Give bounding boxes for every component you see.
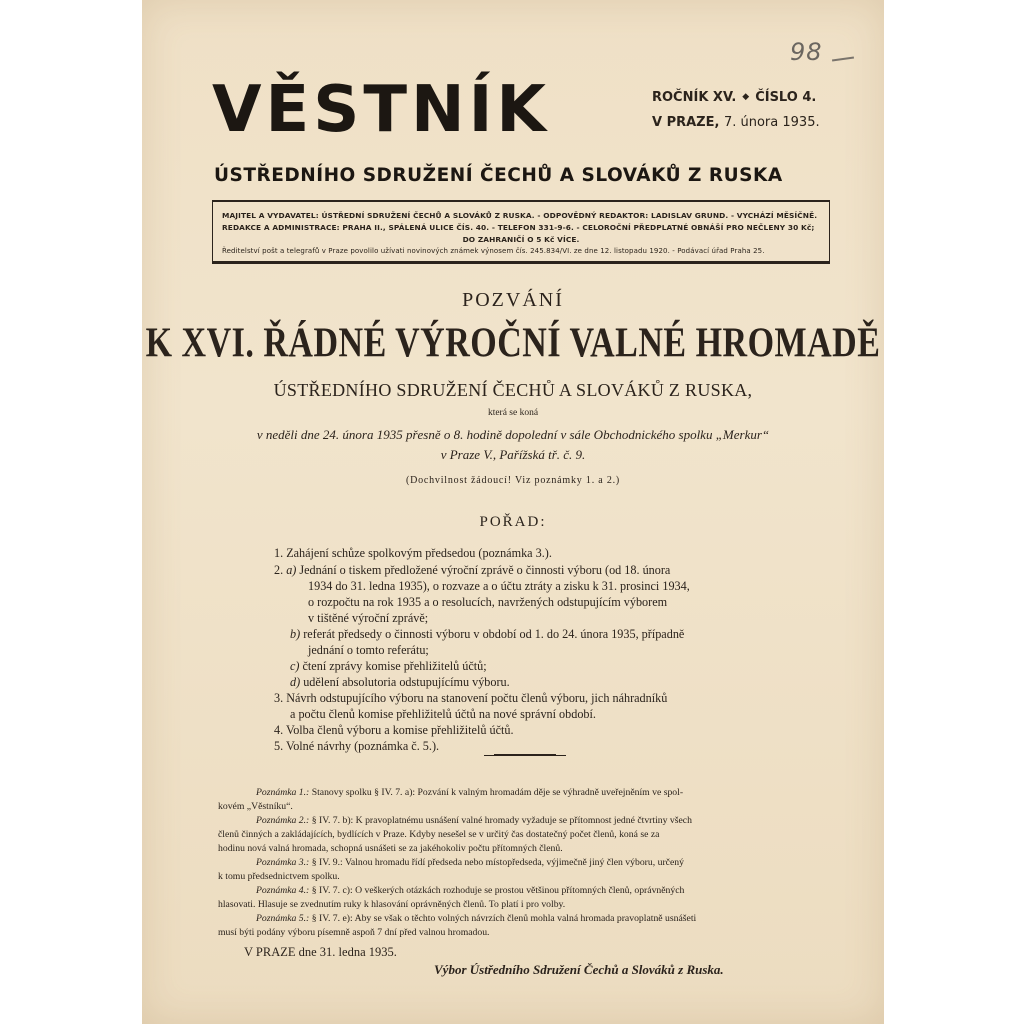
invitation-where: v Praze V., Pařížská tř. č. 9. xyxy=(440,447,586,462)
note-text: § IV. 7. c): O veškerých otázkách rozhoduje se prostou většinou přítomných členů, oprávněných xyxy=(309,885,685,896)
agenda-line xyxy=(290,708,596,720)
note-line xyxy=(218,872,340,882)
agenda-text: 1934 do 31. ledna 1935), o rozvaze a o účtu ztráty a zisku k 31. prosinci 1934, xyxy=(308,579,690,593)
diamond-separator-icon: ◆ xyxy=(742,92,750,102)
agenda-line xyxy=(308,580,690,592)
signature: Výbor Ústředního Sdružení Čechů a Slováků z Ruska. xyxy=(434,962,724,977)
note-text: Stanovy spolku § IV. 7. a): Pozvání k valným hromadám děje se výhradně uveřejněním ve spol- xyxy=(309,787,684,798)
section-divider xyxy=(494,754,556,756)
info-line-editorial: REDAKCE A ADMINISTRACE: PRAHA II., SPÁLENÁ ULICE ČÍS. 40. - TELEFON 331-9-6. - CELOROČNÍ PŘEDPLATNÉ OBNÁŠÍ PRO NEČLENY 30 Kč; xyxy=(222,223,815,232)
handwritten-mark: 98 xyxy=(790,38,823,66)
issue-place: V PRAZE, xyxy=(652,115,720,130)
agenda-line xyxy=(274,547,552,559)
masthead-subtitle: ÚSTŘEDNÍHO SDRUŽENÍ ČECHŮ A SLOVÁKŮ Z RUSKA xyxy=(214,165,783,186)
masthead-title: VĚSTNÍK xyxy=(212,73,550,147)
info-line-abroad: DO ZAHRANIČÍ O 5 Kč VÍCE. xyxy=(462,235,580,244)
agenda-text: v tištěné výroční zprávě; xyxy=(308,611,429,625)
agenda-text: udělení absolutoria odstupujícímu výboru. xyxy=(300,675,510,689)
note-text: § IV. 9.: Valnou hromadu řídí předseda nebo místopředseda, výjimečně jiný člen výboru, určený xyxy=(309,857,684,868)
agenda-text: Volba členů výboru a komise přehližitelů účtů. xyxy=(285,723,514,737)
agenda-number: 1. xyxy=(274,546,287,560)
agenda-line xyxy=(290,660,487,672)
agenda-line xyxy=(290,628,684,640)
note-line xyxy=(218,830,659,840)
note-line xyxy=(218,928,489,938)
agenda-line xyxy=(308,612,428,624)
agenda-letter: d) xyxy=(290,675,301,689)
agenda-text: referát předsedy o činnosti výboru v období od 1. do 24. února 1935, případně xyxy=(300,627,685,641)
note-text: hlasovati. Hlasuje se zvednutím ruky k hlasování oprávněných členů. To platí i pro volby. xyxy=(218,899,566,910)
note-line xyxy=(256,816,692,826)
agenda-text: Návrh odstupujícího výboru na stanovení počtu členů výboru, jich náhradníků xyxy=(286,691,668,705)
agenda-text: čtení zprávy komise přehližitelů účtů; xyxy=(299,659,487,673)
agenda-number: 5. xyxy=(274,739,286,753)
agenda-line xyxy=(274,740,439,752)
issue-number: ČÍSLO 4. xyxy=(755,90,817,105)
note-text: hodinu nová valná hromada, schopná usnášeti se za jakéhokoliv počtu přítomných členů. xyxy=(218,843,563,854)
agenda-line xyxy=(274,692,667,704)
note-text: § IV. 7. e): Aby se však o těchto volných návrzích členů mohla valná hromada pravoplatně usnášeti xyxy=(309,913,697,924)
issue-place-date xyxy=(652,115,820,130)
info-line-postal: Ředitelství pošt a telegrafů v Praze povolilo užívati novinových známek výnosem čís. 245.834/VI. ze dne 12. listopadu 1920. - Podávací úřad Praha 25. xyxy=(222,247,765,255)
issue-date: 7. února 1935. xyxy=(723,115,820,130)
agenda-line xyxy=(274,724,514,736)
agenda-line xyxy=(308,644,429,656)
invitation-title: K XVI. ŘÁDNÉ VÝROČNÍ VALNÉ HROMADĚ xyxy=(145,320,881,367)
agenda-line xyxy=(274,564,670,576)
agenda-letter: b) xyxy=(290,627,301,641)
note-text: § IV. 7. b): K pravoplatnému usnášení valné hromady vyžaduje se přítomnost jedné čtvrtiny všech xyxy=(309,815,692,826)
note-line xyxy=(256,858,684,868)
agenda-title: POŘAD: xyxy=(479,514,547,530)
agenda-letter: a) xyxy=(286,563,297,577)
note-line xyxy=(218,900,565,910)
agenda-text: jednání o tomto referátu; xyxy=(308,643,429,657)
agenda-text: a počtu členů komise přehližitelů účtů na nové správní období. xyxy=(290,707,596,721)
note-line xyxy=(256,788,683,798)
note-line xyxy=(256,886,684,896)
agenda-letter: c) xyxy=(290,659,300,673)
note-line xyxy=(218,802,293,812)
agenda-text: Jednání o tiskem předložené výroční zprávě o činnosti výboru (od 18. února xyxy=(296,563,671,577)
attendance-note: (Dochvilnost žádoucí! Viz poznámky 1. a 2.) xyxy=(405,475,621,486)
note-label: Poznámka 3.: xyxy=(256,857,310,868)
invitation-when: v neděli dne 24. února 1935 přesně o 8. hodině dopolední v sále Obchodnického spolku „Merkur“ xyxy=(256,427,770,442)
issue-volume-number xyxy=(652,90,816,105)
agenda-number: 3. xyxy=(274,691,287,705)
issue-volume: ROČNÍK XV. xyxy=(652,90,737,105)
place-date: V PRAZE dne 31. ledna 1935. xyxy=(244,945,397,959)
agenda-text: o rozpočtu na rok 1935 a o resolucích, navržených odstupujícím výborem xyxy=(308,595,668,609)
agenda-text: Zahájení schůze spolkovým předsedou (poznámka 3.). xyxy=(286,546,552,560)
note-label: Poznámka 1.: xyxy=(256,787,310,798)
note-line xyxy=(218,844,563,854)
note-label: Poznámka 4.: xyxy=(256,885,310,896)
agenda-text: Volné návrhy (poznámka č. 5.). xyxy=(285,739,440,753)
info-line-publisher: MAJITEL A VYDAVATEL: ÚSTŘEDNÍ SDRUŽENÍ ČECHŮ A SLOVÁKŮ Z RUSKA. - ODPOVĚDNÝ REDAKTOR: LADISLAV GRUND. - VYCHÁZÍ MĚSÍČNĚ. xyxy=(222,211,818,220)
note-line xyxy=(256,914,696,924)
note-label: Poznámka 5.: xyxy=(256,913,310,924)
agenda-line xyxy=(308,596,667,608)
note-text: kovém „Věstníku“. xyxy=(218,801,293,812)
agenda-number: 4. xyxy=(274,723,286,737)
invitation-heading: POZVÁNÍ xyxy=(462,289,564,311)
note-text: musí býti podány výboru písemně aspoň 7 dní před valnou hromadou. xyxy=(218,927,490,938)
note-text: k tomu předsednictvem spolku. xyxy=(218,871,340,882)
note-label: Poznámka 2.: xyxy=(256,815,310,826)
note-text: členů činných a zakládajících, bydlících v Praze. Kdyby nesešel se v určitý čas dostatečný počet členů, koná se za xyxy=(218,829,660,840)
agenda-line xyxy=(290,676,510,688)
agenda-number: 2. xyxy=(274,563,287,577)
invitation-organization: ÚSTŘEDNÍHO SDRUŽENÍ ČECHŮ A SLOVÁKŮ Z RUSKA, xyxy=(273,380,753,400)
invitation-held: která se koná xyxy=(487,408,539,418)
